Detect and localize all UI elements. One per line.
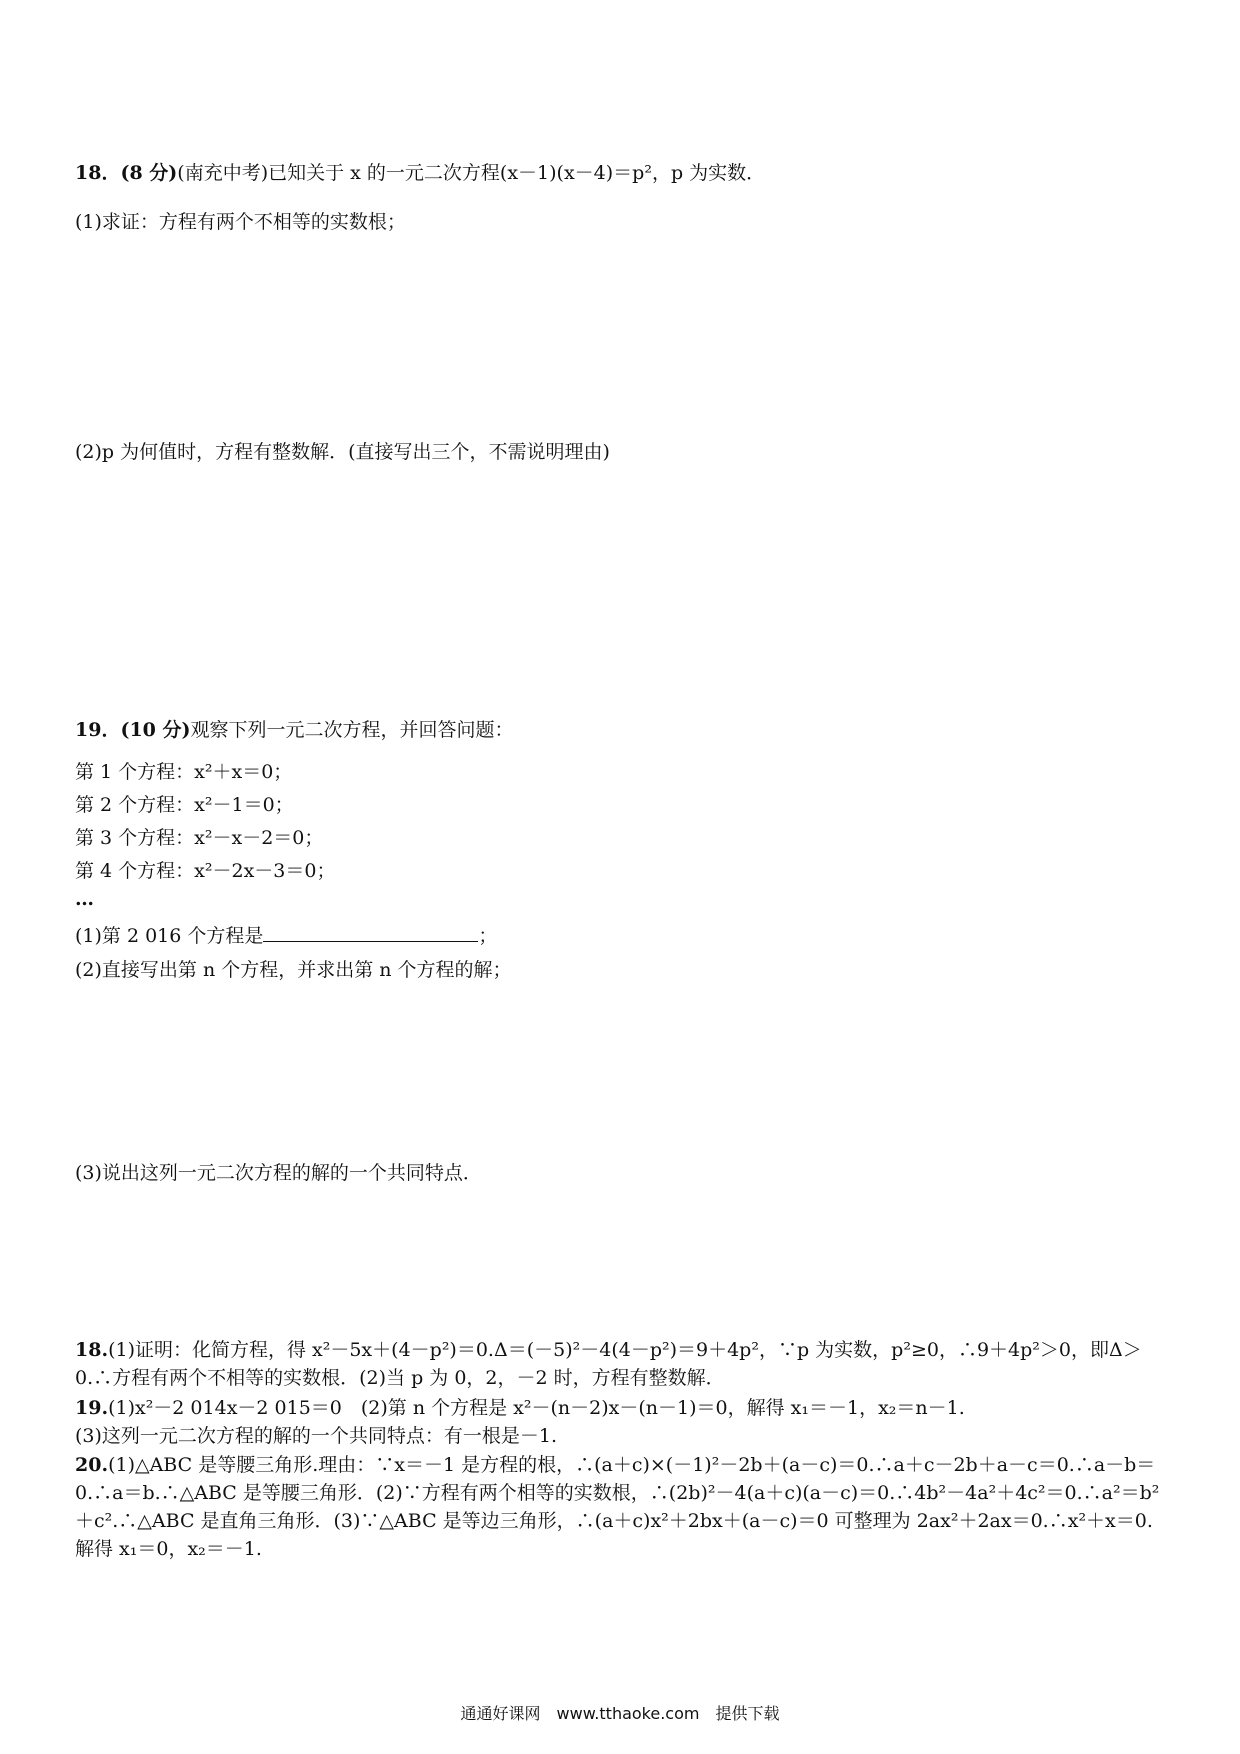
page-footer: 通通好课网 www.tthaoke.com 提供下载 [460, 1704, 780, 1723]
answer-19-line1 [75, 1394, 1170, 1422]
q19-equation-3: 第 3 个方程：x²－x－2＝0； [75, 827, 324, 849]
q19-equation-4: 第 4 个方程：x²－2x－3＝0； [75, 860, 336, 882]
answer-20 [75, 1451, 1170, 1563]
q19-equation-1: 第 1 个方程：x²＋x＝0； [75, 761, 293, 783]
answer-18-number: 18. [75, 1339, 109, 1361]
answer-19-line2: (3)这列一元二次方程的解的一个共同特点：有一根是－1. [75, 1425, 558, 1447]
q19-part1 [75, 923, 497, 949]
q18-number: 18． [75, 162, 121, 184]
q19-number: 19． [75, 719, 121, 741]
q18-text: (南充中考)已知关于 x 的一元二次方程(x－1)(x－4)＝p²，p 为实数． [177, 162, 766, 184]
q19-text: 观察下列一元二次方程，并回答问题： [190, 719, 514, 741]
answer-20-text: (1)△ABC 是等腰三角形.理由：∵x＝－1 是方程的根，∴(a＋c)×(－1)²－2b＋(a－c)＝0.∴a＋c－2b＋a－c＝0.∴a－b＝0.∴a＝b.∴△ABC 是等腰三角形．(2)∵方程有两个相等的实数根，∴(2b)²－4(a＋c)(a－c)＝0.∴4b²－4a²＋4c²＝0.∴a²＝b²＋c².∴△ABC 是直角三角形．(3)∵△ABC 是等边三角形，∴(a＋c)x²＋2bx＋(a－c)＝0 可整理为 2ax²＋2ax＝0.∴x²＋x＝0.解得 x₁＝0，x₂＝－1. [75, 1454, 1160, 1560]
q19-part1-suffix: ； [478, 925, 498, 947]
q19-ellipsis: … [75, 888, 94, 910]
q19-equation-2: 第 2 个方程：x²－1＝0； [75, 794, 294, 816]
q19-heading [75, 717, 514, 743]
q19-part3: (3)说出这列一元二次方程的解的一个共同特点． [75, 1162, 482, 1184]
answer-19-number: 19. [75, 1397, 109, 1419]
q19-answer-blank [263, 923, 478, 942]
answer-19-line1-text: (1)x²－2 014x－2 015＝0 (2)第 n 个方程是 x²－(n－2)x－(n－1)＝0，解得 x₁＝－1，x₂＝n－1. [108, 1397, 965, 1419]
q18-heading [75, 160, 765, 186]
q19-part2: (2)直接写出第 n 个方程，并求出第 n 个方程的解； [75, 959, 512, 981]
q18-score: (8 分) [120, 162, 178, 184]
q18-part1: (1)求证：方程有两个不相等的实数根； [75, 211, 406, 233]
answer-20-number: 20. [75, 1454, 109, 1476]
q19-part1-prefix: (1)第 2 016 个方程是 [75, 925, 264, 947]
q18-part2: (2)p 为何值时，方程有整数解．(直接写出三个，不需说明理由) [75, 441, 610, 463]
q19-score: (10 分) [120, 719, 191, 741]
answer-18-text: (1)证明：化简方程，得 x²－5x＋(4－p²)＝0.Δ＝(－5)²－4(4－p²)＝9＋4p²，∵p 为实数，p²≥0，∴9＋4p²＞0，即Δ＞0.∴方程有两个不相等的实数根．(2)当 p 为 0，2，－2 时，方程有整数解． [75, 1339, 1142, 1389]
answer-19 [75, 1394, 1170, 1450]
answer-18 [75, 1336, 1170, 1392]
